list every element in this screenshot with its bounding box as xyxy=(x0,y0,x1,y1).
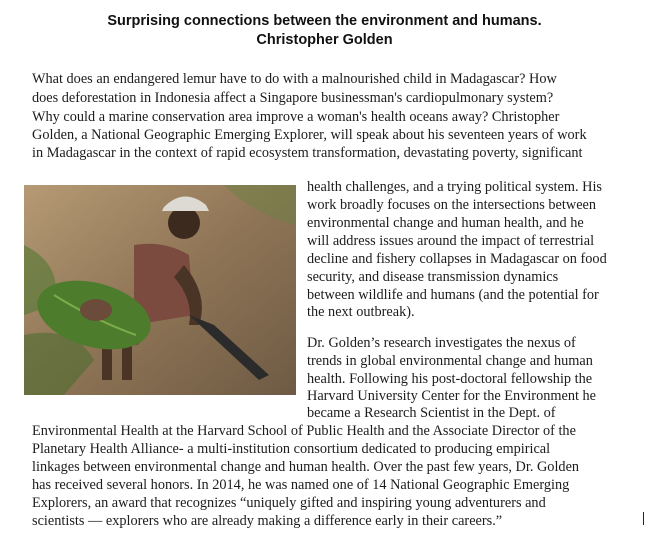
side-line: health. Following his post-doctoral fellowship the xyxy=(307,371,593,387)
intro-line: Why could a marine conservation area improve a woman's health oceans away? Christopher xyxy=(32,109,560,125)
page-title xyxy=(0,12,649,50)
side-line: trends in global environmental change and human xyxy=(307,353,593,369)
title-line-2: Christopher Golden xyxy=(256,32,393,48)
closing-line: Explorers, an award that recognizes “uniquely gifted and inspiring young adventurers and xyxy=(32,495,546,511)
closing-line: Planetary Health Alliance- a multi-institution consortium dedicated to producing empirical xyxy=(32,441,551,457)
intro-line: What does an endangered lemur have to do with a malnourished child in Madagascar? How xyxy=(32,71,557,87)
side-line: health challenges, and a trying political system. His xyxy=(307,179,602,195)
closing-line: Environmental Health at the Harvard School of Public Health and the Associate Director of the xyxy=(32,423,576,439)
intro-line: Golden, a National Geographic Emerging Explorer, will speak about his seventeen years of work xyxy=(32,127,587,143)
text-cursor xyxy=(643,512,644,525)
intro-line: in Madagascar in the context of rapid ecosystem transformation, devastating poverty, significant xyxy=(32,145,583,161)
article-photo xyxy=(24,185,296,395)
side-line: work broadly focuses on the intersections between xyxy=(307,197,597,213)
closing-line: has received several honors. In 2014, he was named one of 14 National Geographic Emerging xyxy=(32,477,570,493)
closing-line: scientists — explorers who are already making a difference early in their careers.” xyxy=(32,513,503,529)
side-line: the next outbreak). xyxy=(307,304,415,320)
side-line: decline and fishery collapses in Madagascar on food xyxy=(307,251,607,267)
side-line: Dr. Golden’s research investigates the nexus of xyxy=(307,335,576,351)
intro-line: does deforestation in Indonesia affect a Singapore businessman's cardiopulmonary system? xyxy=(32,90,554,106)
title-line-1: Surprising connections between the environment and humans. xyxy=(107,13,542,29)
side-line: became a Research Scientist in the Dept. of xyxy=(307,405,556,421)
side-line: between wildlife and humans (and the potential for xyxy=(307,287,599,303)
closing-line: linkages between environmental change and human health. Over the past few years, Dr. Golden xyxy=(32,459,580,475)
side-line: Harvard University Center for the Environment he xyxy=(307,388,597,404)
side-line: security, and disease transmission dynamics xyxy=(307,269,559,285)
side-line: will address issues around the impact of terrestrial xyxy=(307,233,595,249)
side-line: environmental change and human health, and he xyxy=(307,215,584,231)
